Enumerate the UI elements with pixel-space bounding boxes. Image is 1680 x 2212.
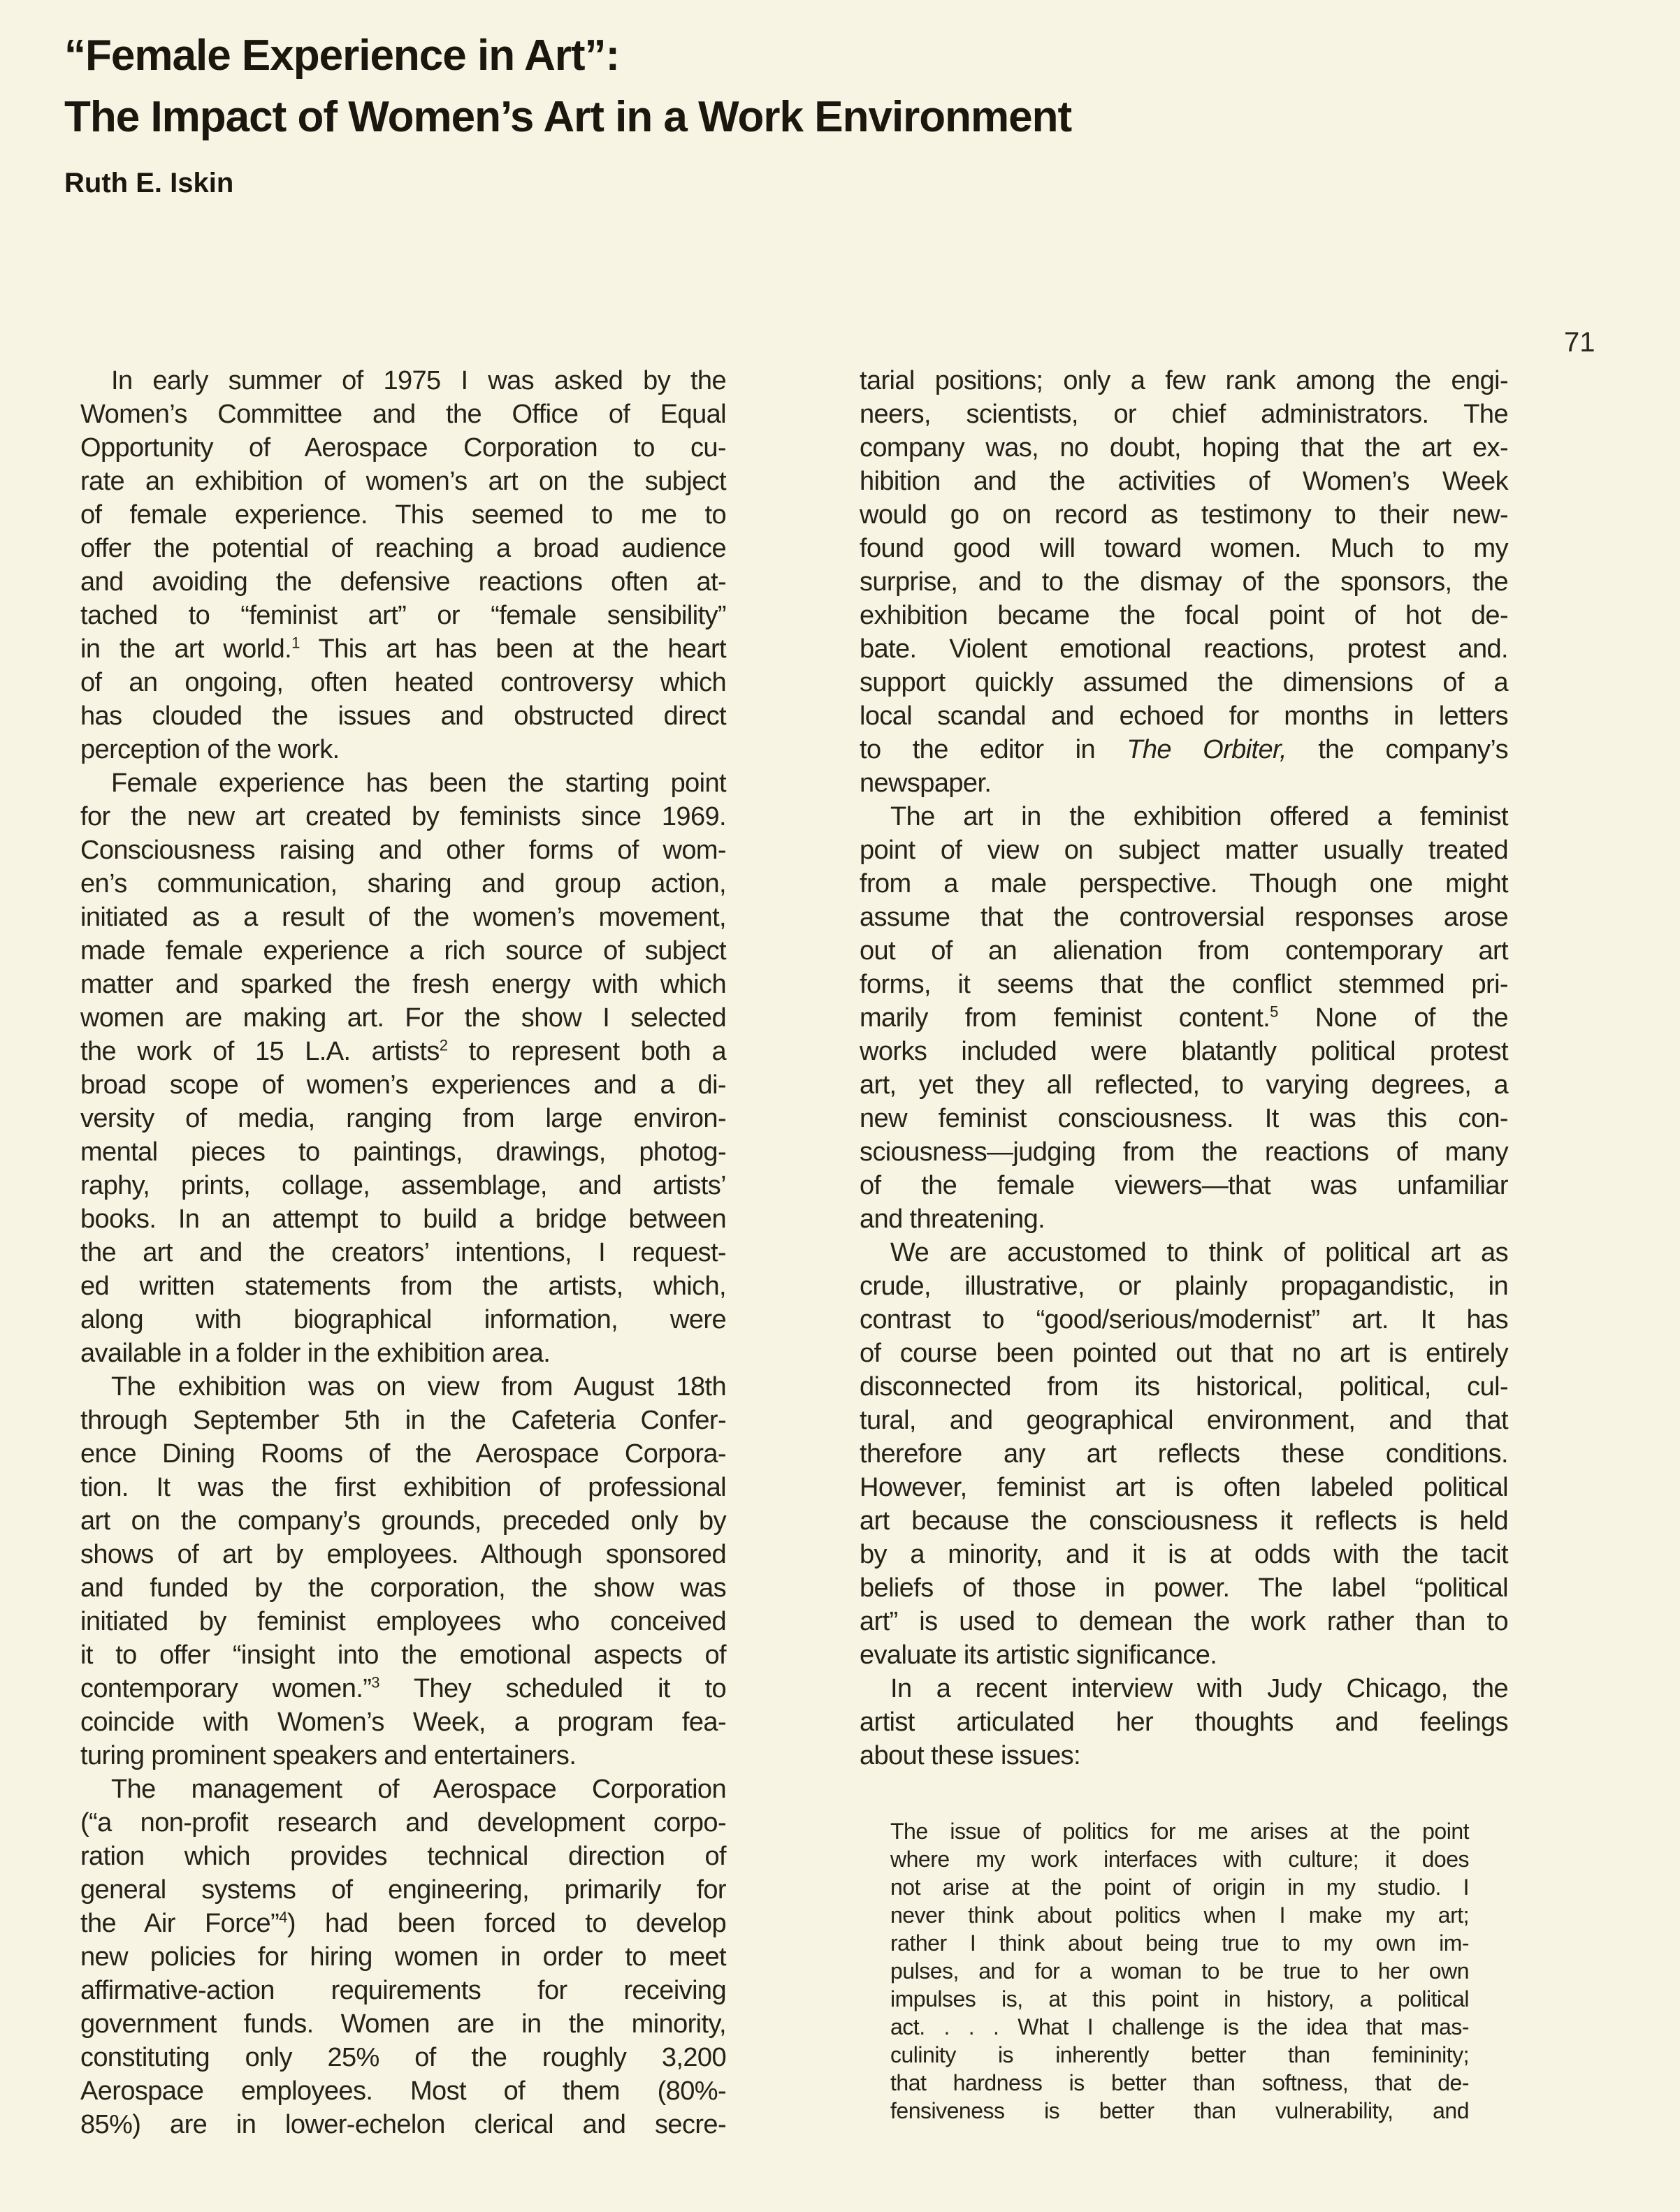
quote-text-line: never think about politics when I make my art; (890, 1902, 1469, 1928)
body-text-line: artist articulated her thoughts and feelings (860, 1708, 1508, 1737)
body-text-line: ed written statements from the artists, which, (80, 1272, 726, 1301)
body-text-line: about these issues: (860, 1741, 1081, 1770)
body-text-line: initiated by feminist employees who conceived (80, 1607, 726, 1636)
body-text-line: art” is used to demean the work rather than to (860, 1607, 1508, 1636)
body-text-line: raphy, prints, collage, assemblage, and artists’ (80, 1171, 726, 1200)
body-text-line: en’s communication, sharing and group action, (80, 869, 726, 898)
body-text-line: coincide with Women’s Week, a program fea- (80, 1708, 726, 1737)
article-header (64, 25, 1071, 199)
body-text-line: new feminist consciousness. It was this con- (860, 1104, 1508, 1133)
body-text-line: newspaper. (860, 769, 992, 798)
right-column-text (860, 364, 1508, 1773)
body-text-line: contrast to “good/serious/modernist” art. It has (860, 1305, 1508, 1334)
quote-text-line: where my work interfaces with culture; it does (890, 1847, 1469, 1872)
body-text-line: support quickly assumed the dimensions of a (860, 668, 1508, 697)
body-text-line: tarial positions; only a few rank among the engi- (860, 366, 1508, 395)
article-title-line-2: The Impact of Women’s Art in a Work Environment (64, 93, 1072, 141)
body-text-line: by a minority, and it is at odds with the tacit (860, 1540, 1508, 1569)
quote-text-line: impulses is, at this point in history, a political (890, 1986, 1469, 2011)
body-text-line: beliefs of those in power. The label “political (860, 1573, 1508, 1603)
body-text-line: mental pieces to paintings, drawings, photog- (80, 1137, 726, 1167)
body-text-line: Consciousness raising and other forms of wom- (80, 836, 726, 865)
body-text-line: tached to “feminist art” or “female sensibility” (80, 601, 726, 630)
body-text-line: therefore any art reflects these conditions. (860, 1439, 1508, 1469)
body-text-line: The art in the exhibition offered a feminist (890, 802, 1508, 831)
body-text-line: assume that the controversial responses arose (860, 903, 1508, 932)
body-text-line: forms, it seems that the conflict stemmed pri- (860, 970, 1508, 999)
body-text-line: Opportunity of Aerospace Corporation to cu- (80, 433, 726, 463)
body-text-line: art on the company’s grounds, preceded only by (80, 1506, 726, 1536)
quote-text-line: culinity is inherently better than femininity; (890, 2042, 1469, 2067)
body-text-line: through September 5th in the Cafeteria Confer- (80, 1406, 726, 1435)
quote-text-line: that hardness is better than softness, that de- (890, 2070, 1469, 2095)
quote-text-line: act. . . . What I challenge is the idea that mas- (890, 2014, 1469, 2039)
body-text-line: along with biographical information, were (80, 1305, 726, 1334)
body-text-line: the art and the creators’ intentions, I request- (80, 1238, 726, 1267)
quote-text-line: The issue of politics for me arises at the point (890, 1819, 1469, 1844)
body-text-line: tion. It was the first exhibition of professional (80, 1473, 726, 1502)
quote-text-line: fensiveness is better than vulnerability, and (890, 2098, 1469, 2123)
body-text-line: surprise, and to the dismay of the sponsors, the (860, 567, 1508, 597)
body-text-line: versity of media, ranging from large environ- (80, 1104, 726, 1133)
body-text-line: 85%) are in lower-echelon clerical and secre- (80, 2110, 726, 2139)
body-text-line: of female experience. This seemed to me to (80, 500, 726, 530)
body-text-line: perception of the work. (80, 735, 340, 764)
quote-text-line: not arise at the point of origin in my studio. I (890, 1875, 1469, 1900)
body-text-line: and threatening. (860, 1205, 1045, 1234)
body-text-line: books. In an attempt to build a bridge between (80, 1205, 726, 1234)
body-text-line: rate an exhibition of women’s art on the subject (80, 467, 726, 496)
body-text-line: art, yet they all reflected, to varying degrees, a (860, 1070, 1508, 1100)
body-text-line: Women’s Committee and the Office of Equal (80, 400, 726, 429)
body-text-line: new policies for hiring women in order to meet (80, 1942, 726, 1972)
article-title (64, 25, 1071, 148)
body-text-line: local scandal and echoed for months in letters (860, 701, 1508, 731)
body-text-line: Female experience has been the starting point (111, 769, 726, 798)
body-text-line: works included were blatantly political protest (860, 1037, 1508, 1066)
body-text-line: In a recent interview with Judy Chicago, the (890, 1674, 1508, 1703)
quote-text-line: rather I think about being true to my own im- (890, 1930, 1469, 1956)
body-text-line: would go on record as testimony to their new- (860, 500, 1508, 530)
body-text-line: We are accustomed to think of political art as (890, 1238, 1508, 1267)
body-text-line: Aerospace employees. Most of them (80%- (80, 2076, 726, 2106)
quote-text-line: pulses, and for a woman to be true to her own (890, 1958, 1469, 1984)
body-text-line: women are making art. For the show I selected (80, 1003, 726, 1033)
body-text-line: point of view on subject matter usually treated (860, 836, 1508, 865)
body-text-line: initiated as a result of the women’s movement, (80, 903, 726, 932)
body-text-line: offer the potential of reaching a broad audience (80, 534, 726, 563)
body-text-line: marily from feminist content.$^5$ None of the (860, 1003, 1508, 1033)
body-text-line: broad scope of women’s experiences and a di- (80, 1070, 726, 1100)
body-text-line: ence Dining Rooms of the Aerospace Corpora- (80, 1439, 726, 1469)
body-text-line: matter and sparked the fresh energy with which (80, 970, 726, 999)
body-text-line: in the art world.$^1$ This art has been at the heart (80, 634, 726, 664)
body-text-line: disconnected from its historical, political, cul- (860, 1372, 1508, 1402)
body-text-line: made female experience a rich source of subject (80, 936, 726, 966)
body-text-line: out of an alienation from contemporary art (860, 936, 1508, 966)
body-text-line: shows of art by employees. Although sponsored (80, 1540, 726, 1569)
body-text-line: available in a folder in the exhibition area. (80, 1339, 551, 1368)
body-text-line: the Air Force”$^4$) had been forced to develop (80, 1908, 726, 1938)
body-text-line: company was, no doubt, hoping that the art ex- (860, 433, 1508, 463)
body-text-line: The management of Aerospace Corporation (111, 1775, 726, 1804)
body-text-line: art because the consciousness it reflects is held (860, 1506, 1508, 1536)
body-text-line: neers, scientists, or chief administrators. The (860, 400, 1508, 429)
body-text-line: (“a non-profit research and development corpo- (80, 1808, 726, 1838)
body-text-line: tural, and geographical environment, and that (860, 1406, 1508, 1435)
body-text-line: general systems of engineering, primarily for (80, 1875, 726, 1905)
body-text-line: In early summer of 1975 I was asked by the (111, 366, 726, 395)
body-text-line: the work of 15 L.A. artists$^2$ to represent both a (80, 1036, 726, 1066)
body-text-line: ration which provides technical direction of (80, 1842, 726, 1871)
body-text-line: However, feminist art is often labeled political (860, 1473, 1508, 1502)
article-title-line-1: “Female Experience in Art”: (64, 31, 620, 80)
judy-chicago-blockquote (890, 1817, 1469, 2125)
page-number: 71 (1564, 327, 1595, 358)
left-column (80, 364, 726, 2141)
body-text-line: turing prominent speakers and entertainers. (80, 1741, 577, 1770)
body-text-line: from a male perspective. Though one might (860, 869, 1508, 898)
body-text-line: exhibition became the focal point of hot de- (860, 601, 1508, 630)
body-text-line: of an ongoing, often heated controversy which (80, 668, 726, 697)
body-text-line: hibition and the activities of Women’s Week (860, 467, 1508, 496)
body-text-line: has clouded the issues and obstructed direct (80, 701, 726, 731)
body-text-line: The exhibition was on view from August 18th (111, 1372, 726, 1402)
body-text-line: found good will toward women. Much to my (860, 534, 1508, 563)
body-text-line: and avoiding the defensive reactions often at- (80, 567, 726, 597)
body-text-line: sciousness—judging from the reactions of many (860, 1137, 1508, 1167)
body-text-line: to the editor in The Orbiter, the company’s (860, 735, 1508, 764)
body-text-line: and funded by the corporation, the show was (80, 1573, 726, 1603)
body-text-line: it to offer “insight into the emotional aspects of (80, 1640, 726, 1670)
body-text-line: affirmative-action requirements for receiving (80, 1976, 726, 2005)
author-name: Ruth E. Iskin (64, 168, 234, 198)
body-text-line: bate. Violent emotional reactions, protest and. (860, 634, 1508, 664)
body-text-line: of the female viewers—that was unfamiliar (860, 1171, 1508, 1200)
body-text-line: of course been pointed out that no art is entirely (860, 1339, 1508, 1368)
body-text-line: constituting only 25% of the roughly 3,200 (80, 2043, 726, 2072)
body-text-line: government funds. Women are in the minority, (80, 2009, 726, 2039)
body-text-line: evaluate its artistic significance. (860, 1640, 1217, 1670)
body-text-line: crude, illustrative, or plainly propagandistic, in (860, 1272, 1508, 1301)
body-text-line: for the new art created by feminists since 1969. (80, 802, 726, 831)
right-column (860, 364, 1508, 2125)
body-text-line: contemporary women.”$^3$ They scheduled it to (80, 1673, 726, 1703)
